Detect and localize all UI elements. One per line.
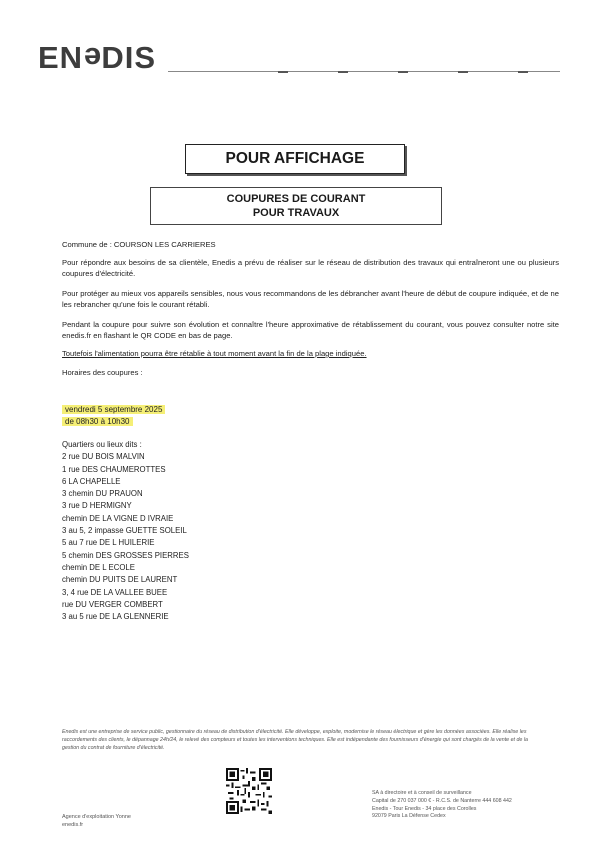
location-item: 5 au 7 rue DE L HUILERIE	[62, 538, 155, 548]
location-item: rue DU VERGER COMBERT	[62, 599, 163, 609]
header-rule	[168, 71, 560, 72]
location-item: chemin DE L ECOLE	[62, 562, 135, 572]
location-item: 3 rue D HERMIGNY	[62, 501, 132, 511]
location-item: 1 rue DES CHAUMEROTTES	[62, 464, 166, 474]
footer-disclaimer: Enedis est une entreprise de service public, gestionnaire du réseau de distribution d'électricité. Elle développe, exploite, modernise le réseau électrique et gère les données associées. Elle réalise les raccordements des clients, le dépannage 24h/24, le relevé des compteurs et toutes les interventions techniques. Elle est indépendante des fournisseurs d'énergie qui sont chargés de la vente et de la gestion du contrat de fourniture d'électricité.	[62, 729, 528, 751]
location-item: 6 LA CHAPELLE	[62, 476, 121, 486]
locations-label: Quartiers ou lieux dits :	[62, 440, 142, 449]
schedule-block	[62, 404, 559, 428]
commune-line: Commune de : COURSON LES CARRIERES	[62, 240, 216, 249]
location-item: chemin DU PUITS DE LAURENT	[62, 575, 178, 585]
location-item: chemin DE LA VIGNE D IVRAIE	[62, 513, 174, 523]
enedis-logo: ENeDIS	[38, 40, 157, 76]
paragraph-follow: Pendant la coupure pour suivre son évolution et connaître l'heure approximative de rétablissement du courant, vous pouvez consulter notre site enedis.fr en flashant le QR CODE en bas de page.	[62, 320, 559, 340]
schedule-time: de 08h30 à 10h30	[62, 417, 133, 426]
location-item: 3 au 5 rue DE LA GLENNERIE	[62, 612, 169, 622]
schedule-label: Horaires des coupures :	[62, 368, 143, 377]
schedule-date: vendredi 5 septembre 2025	[62, 405, 165, 414]
notice-title: POUR AFFICHAGE	[185, 144, 405, 174]
location-item: 3 au 5, 2 impasse GUETTE SOLEIL	[62, 526, 187, 536]
footer-company-info: SA à directoire et à conseil de surveillance Capital de 270 037 000 € - R.C.S. de Nanterre 444 608 442 Enedis - Tour Enedis - 34 place des Corolles 92079 Paris La Défense Cedex	[372, 790, 512, 820]
location-item: 3 chemin DU PRAUON	[62, 489, 143, 499]
footer-website-link[interactable]: enedis.fr	[62, 822, 84, 828]
location-item: 5 chemin DES GROSSES PIERRES	[62, 550, 189, 560]
qr-code[interactable]	[226, 768, 272, 814]
paragraph-protect: Pour protéger au mieux vos appareils sensibles, nous vous recommandons de les débrancher avant l'heure de début de coupure indiquée, et de ne les rebrancher qu'une fois le courant rétabli.	[62, 289, 559, 309]
location-item: 2 rue DU BOIS MALVIN	[62, 452, 145, 462]
locations-list	[62, 439, 189, 623]
notice-subtitle: COUPURES DE COURANT POUR TRAVAUX	[150, 187, 442, 225]
footer-agency: Agence d'exploitation Yonne enedis.fr	[62, 814, 131, 828]
paragraph-intro: Pour répondre aux besoins de sa clientèle, Enedis a prévu de réaliser sur le réseau de distribution des travaux qui entraîneront une ou plusieurs coupures d'électricité.	[62, 258, 559, 278]
warning-line: Toutefois l'alimentation pourra être rétablie à tout moment avant la fin de la plage indiquée.	[62, 349, 367, 358]
location-item: 3, 4 rue DE LA VALLEE BUEE	[62, 587, 168, 597]
